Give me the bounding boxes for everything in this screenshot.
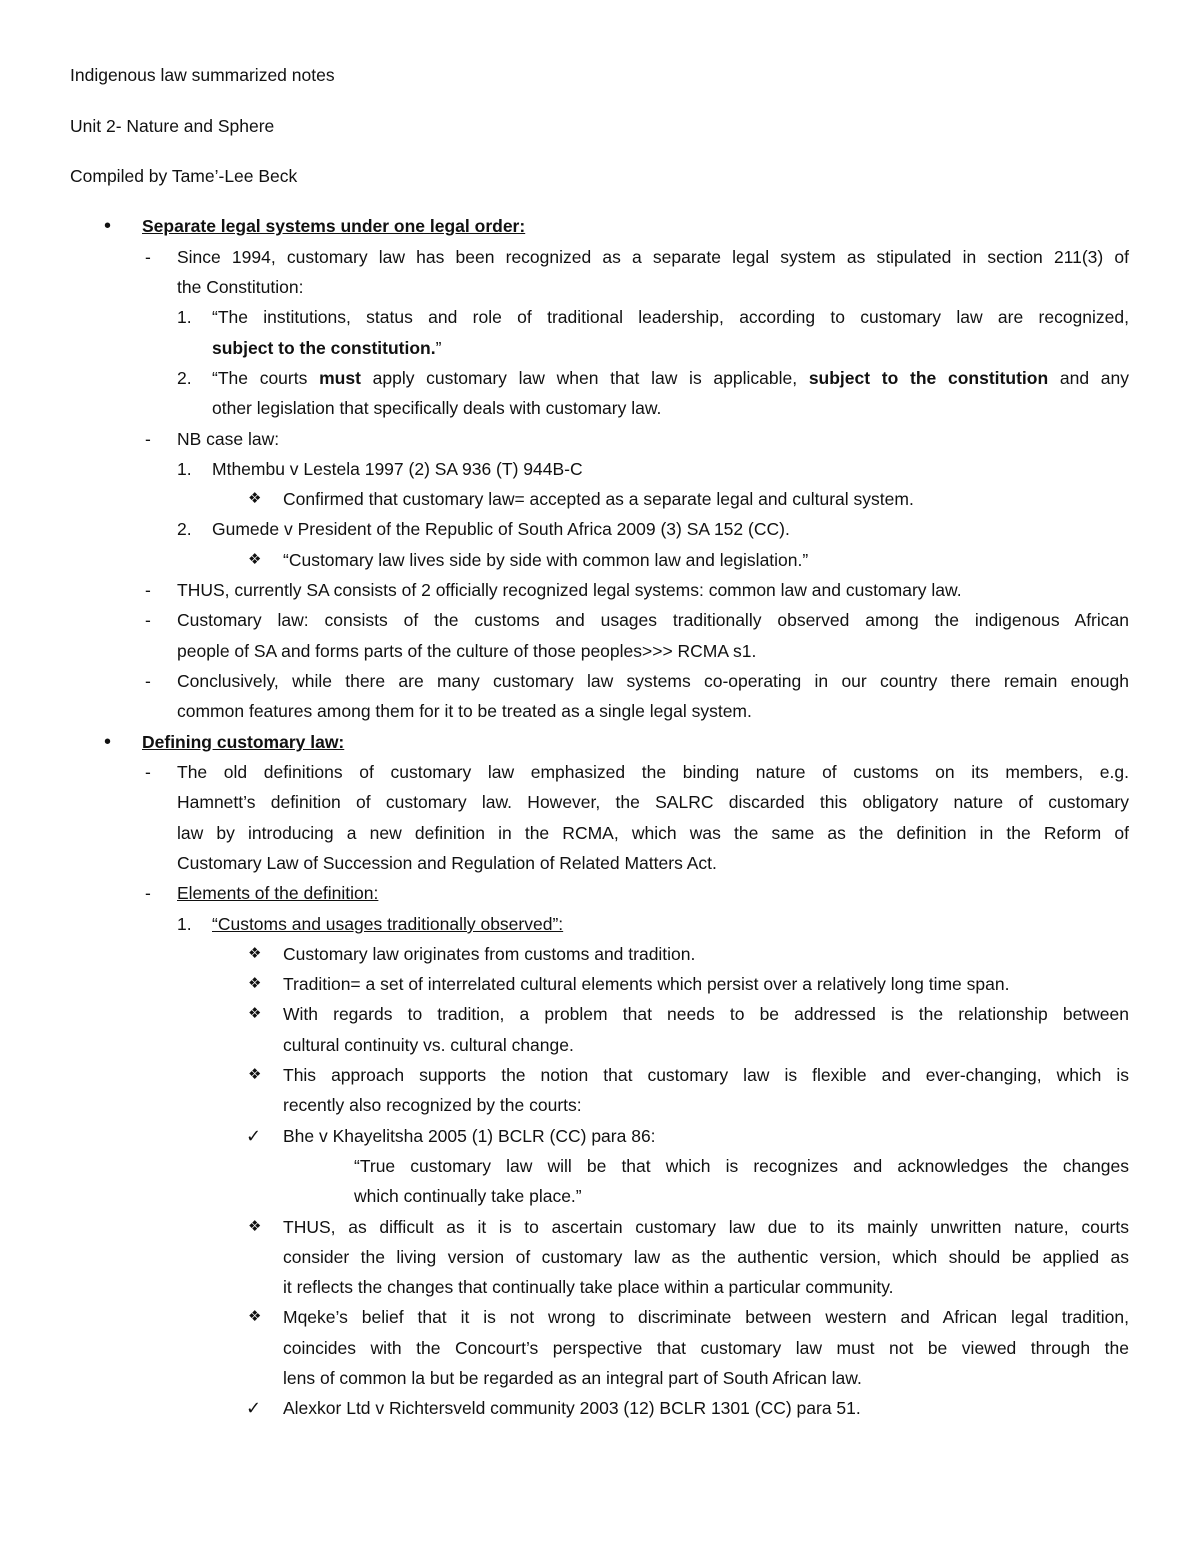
paragraph-line: Hamnett’s definition of customary law. However, the SALRC discarded this obligatory nature of customary <box>177 792 1129 812</box>
paragraph-line: NB case law: <box>177 429 280 449</box>
quote-close: ” <box>435 338 442 358</box>
number-marker: 1. <box>177 459 192 479</box>
compiler-line: Compiled by Tame’-Lee Beck <box>70 166 298 186</box>
element-heading: “Customs and usages traditionally observed”: <box>212 914 564 934</box>
paragraph-line: This approach supports the notion that customary law is flexible and ever-changing, which is <box>283 1065 1129 1085</box>
diamond-bullet-icon: ❖ <box>248 1066 262 1083</box>
diamond-bullet-icon: ❖ <box>248 1308 262 1325</box>
paragraph-line: THUS, as difficult as it is to ascertain customary law due to its mainly unwritten nature, courts <box>283 1217 1129 1237</box>
paragraph-line: recently also recognized by the courts: <box>283 1095 582 1115</box>
quote-line <box>212 367 1129 389</box>
paragraph-line: With regards to tradition, a problem that needs to be addressed is the relationship between <box>283 1004 1129 1024</box>
number-marker: 1. <box>177 914 192 934</box>
diamond-bullet-icon: ❖ <box>248 975 262 992</box>
checkmark-icon: ✓ <box>246 1126 262 1146</box>
diamond-bullet-icon: ❖ <box>248 551 262 568</box>
dash-marker: - <box>145 762 151 782</box>
bold-text: must <box>319 368 361 388</box>
paragraph-line: common features among them for it to be treated as a single legal system. <box>177 701 752 721</box>
diamond-bullet-icon: ❖ <box>248 1218 262 1235</box>
paragraph-line: cultural continuity vs. cultural change. <box>283 1035 574 1055</box>
paragraph-line: consider the living version of customary law as the authentic version, which should be applied as <box>283 1247 1129 1267</box>
quote-line: other legislation that specifically deals with customary law. <box>212 398 662 418</box>
diamond-bullet-icon: ❖ <box>248 1005 262 1022</box>
dash-marker: - <box>145 610 151 630</box>
quote-line: which continually take place.” <box>354 1186 582 1206</box>
paragraph-line: THUS, currently SA consists of 2 officially recognized legal systems: common law and customary law. <box>177 580 962 600</box>
section-heading-defining-customary-law: Defining customary law: <box>142 732 345 752</box>
subheading-elements: Elements of the definition: <box>177 883 379 903</box>
quote-line: “True customary law will be that which is recognizes and acknowledges the changes <box>354 1156 1129 1176</box>
paragraph-line: lens of common la but be regarded as an integral part of South African law. <box>283 1368 862 1388</box>
paragraph-line: Customary law: consists of the customs and usages traditionally observed among the indigenous African <box>177 610 1129 630</box>
case-citation: Alexkor Ltd v Richtersveld community 2003 (12) BCLR 1301 (CC) para 51. <box>283 1398 861 1418</box>
diamond-bullet-icon: ❖ <box>248 490 262 507</box>
case-citation: Mthembu v Lestela 1997 (2) SA 936 (T) 944B-C <box>212 459 583 479</box>
text-run: apply customary law when that law is applicable, <box>360 368 809 388</box>
paragraph-line: Confirmed that customary law= accepted as a separate legal and cultural system. <box>283 489 914 509</box>
dash-marker: - <box>145 429 151 449</box>
paragraph-line: Conclusively, while there are many customary law systems co-operating in our country there remain enough <box>177 671 1129 691</box>
number-marker: 2. <box>177 368 192 388</box>
bullet-marker: • <box>104 215 112 237</box>
dash-marker: - <box>145 580 151 600</box>
paragraph-line: The old definitions of customary law emphasized the binding nature of customs on its members, e.g. <box>177 762 1129 782</box>
case-citation: Bhe v Khayelitsha 2005 (1) BCLR (CC) para 86: <box>283 1126 656 1146</box>
dash-marker: - <box>145 883 151 903</box>
section-heading-separate-legal-systems: Separate legal systems under one legal order: <box>142 216 526 236</box>
bold-text: subject to the constitution <box>808 368 1049 388</box>
paragraph-line: Mqeke’s belief that it is not wrong to discriminate between western and African legal tradition, <box>283 1307 1129 1327</box>
dash-marker: - <box>145 671 151 691</box>
paragraph-line: coincides with the Concourt’s perspective that customary law must not be viewed through the <box>283 1338 1129 1358</box>
paragraph-line: “Customary law lives side by side with common law and legislation.” <box>283 550 809 570</box>
paragraph-line: Since 1994, customary law has been recognized as a separate legal system as stipulated in section 211(3) of <box>177 247 1129 267</box>
paragraph-line: it reflects the changes that continually take place within a particular community. <box>283 1277 894 1297</box>
checkmark-icon: ✓ <box>246 1398 262 1418</box>
number-marker: 1. <box>177 307 192 327</box>
bold-text: subject to the constitution. <box>212 338 436 358</box>
case-citation: Gumede v President of the Republic of South Africa 2009 (3) SA 152 (CC). <box>212 519 790 539</box>
text-run: “The courts <box>212 368 320 388</box>
paragraph-line: the Constitution: <box>177 277 304 297</box>
number-marker: 2. <box>177 519 192 539</box>
quote-line: “The institutions, status and role of traditional leadership, according to customary law are recognized, <box>212 307 1129 327</box>
dash-marker: - <box>145 247 151 267</box>
paragraph-line: people of SA and forms parts of the culture of those peoples>>> RCMA s1. <box>177 641 757 661</box>
paragraph-line: law by introducing a new definition in the RCMA, which was the same as the definition in the Reform of <box>177 823 1129 843</box>
text-run: and any <box>1048 368 1129 388</box>
paragraph-line: Tradition= a set of interrelated cultural elements which persist over a relatively long time span. <box>283 974 1010 994</box>
document-title: Indigenous law summarized notes <box>70 65 335 85</box>
diamond-bullet-icon: ❖ <box>248 945 262 962</box>
bullet-marker: • <box>104 731 112 753</box>
paragraph-line: Customary Law of Succession and Regulation of Related Matters Act. <box>177 853 717 873</box>
unit-heading: Unit 2- Nature and Sphere <box>70 116 275 136</box>
quote-line <box>212 337 441 359</box>
paragraph-line: Customary law originates from customs and tradition. <box>283 944 696 964</box>
